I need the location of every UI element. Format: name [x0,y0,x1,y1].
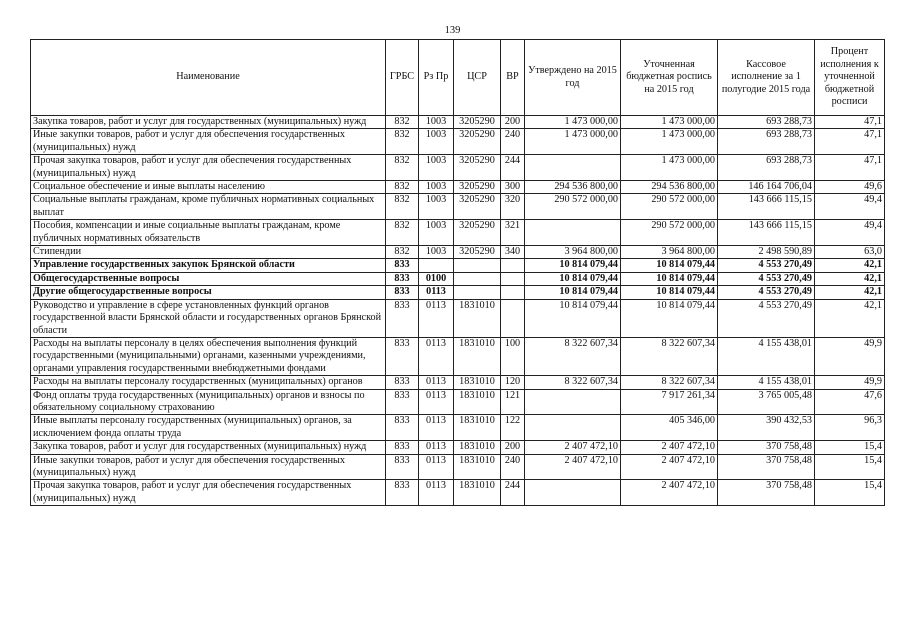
cell-csr: 3205290 [454,129,501,155]
cell-refined: 3 964 800,00 [621,246,718,259]
cell-percent: 49,6 [815,181,885,194]
cell-percent: 47,1 [815,129,885,155]
header-approved: Утверждено на 2015 год [525,40,621,116]
cell-grbs: 832 [386,116,419,129]
cell-grbs: 833 [386,272,419,285]
cell-grbs: 833 [386,441,419,454]
cell-csr [454,259,501,272]
cell-vr [501,286,525,299]
table-row [31,454,885,480]
cell-name: Иные закупки товаров, работ и услуг для обеспечения государственных (муниципальных) нужд [31,454,386,480]
cell-percent: 15,4 [815,441,885,454]
cell-rzpr: 0113 [419,376,454,389]
cell-refined: 1 473 000,00 [621,155,718,181]
cell-approved: 1 473 000,00 [525,116,621,129]
cell-csr: 3205290 [454,220,501,246]
cell-percent: 42,1 [815,299,885,337]
cell-rzpr [419,259,454,272]
cell-percent: 42,1 [815,286,885,299]
cell-grbs: 832 [386,155,419,181]
cell-vr: 121 [501,389,525,415]
cell-csr: 1831010 [454,337,501,375]
cell-percent: 49,4 [815,220,885,246]
cell-approved: 8 322 607,34 [525,376,621,389]
cell-vr: 240 [501,129,525,155]
cell-cash: 4 553 270,49 [718,299,815,337]
cell-cash: 693 288,73 [718,116,815,129]
cell-csr: 3205290 [454,181,501,194]
cell-csr: 1831010 [454,299,501,337]
cell-refined: 8 322 607,34 [621,337,718,375]
cell-cash: 390 432,53 [718,415,815,441]
cell-vr: 200 [501,116,525,129]
cell-name: Расходы на выплаты персоналу в целях обеспечения выполнения функций государственными (муниципальными) органами, казенными учреждениями, органами управления государственными внебюджетными фондами [31,337,386,375]
cell-approved [525,415,621,441]
cell-approved [525,220,621,246]
cell-csr: 1831010 [454,480,501,506]
cell-cash: 4 553 270,49 [718,286,815,299]
table-row [31,480,885,506]
cell-vr: 244 [501,480,525,506]
header-grbs: ГРБС [386,40,419,116]
header-rzpr: Рз Пр [419,40,454,116]
cell-refined: 2 407 472,10 [621,480,718,506]
table-row [31,299,885,337]
table-row [31,415,885,441]
table-row [31,116,885,129]
cell-approved [525,155,621,181]
cell-grbs: 833 [386,415,419,441]
cell-cash: 693 288,73 [718,129,815,155]
cell-vr: 320 [501,194,525,220]
cell-approved: 10 814 079,44 [525,259,621,272]
cell-csr [454,272,501,285]
cell-refined: 2 407 472,10 [621,454,718,480]
cell-grbs: 833 [386,376,419,389]
cell-grbs: 833 [386,299,419,337]
cell-approved: 8 322 607,34 [525,337,621,375]
table-row [31,246,885,259]
cell-name: Прочая закупка товаров, работ и услуг для обеспечения государственных (муниципальных) нужд [31,480,386,506]
cell-vr: 120 [501,376,525,389]
cell-percent: 63,0 [815,246,885,259]
cell-cash: 693 288,73 [718,155,815,181]
cell-name: Фонд оплаты труда государственных (муниципальных) органов и взносы по обязательному социальному страхованию [31,389,386,415]
cell-grbs: 833 [386,286,419,299]
cell-grbs: 833 [386,259,419,272]
cell-vr: 300 [501,181,525,194]
cell-rzpr: 0113 [419,454,454,480]
cell-csr: 3205290 [454,155,501,181]
cell-rzpr: 0113 [419,441,454,454]
cell-csr: 3205290 [454,116,501,129]
cell-refined: 10 814 079,44 [621,299,718,337]
cell-refined: 8 322 607,34 [621,376,718,389]
cell-name: Другие общегосударственные вопросы [31,286,386,299]
cell-refined: 10 814 079,44 [621,286,718,299]
cell-rzpr: 1003 [419,246,454,259]
cell-refined: 290 572 000,00 [621,220,718,246]
cell-rzpr: 0113 [419,480,454,506]
cell-approved: 10 814 079,44 [525,286,621,299]
table-row [31,181,885,194]
cell-grbs: 833 [386,389,419,415]
cell-approved [525,389,621,415]
cell-name: Социальное обеспечение и иные выплаты населению [31,181,386,194]
cell-percent: 49,4 [815,194,885,220]
cell-name: Руководство и управление в сфере установленных функций органов государственной власти Брянской области и государственных органов Брянской области [31,299,386,337]
cell-refined: 1 473 000,00 [621,116,718,129]
cell-approved: 10 814 079,44 [525,299,621,337]
cell-approved: 2 407 472,10 [525,454,621,480]
header-vr: ВР [501,40,525,116]
cell-csr: 1831010 [454,415,501,441]
cell-vr [501,299,525,337]
cell-rzpr: 0113 [419,389,454,415]
cell-cash: 146 164 706,04 [718,181,815,194]
cell-refined: 10 814 079,44 [621,259,718,272]
cell-name: Стипендии [31,246,386,259]
cell-percent: 42,1 [815,272,885,285]
cell-name: Общегосударственные вопросы [31,272,386,285]
cell-rzpr: 1003 [419,194,454,220]
table-row [31,376,885,389]
cell-percent: 15,4 [815,454,885,480]
cell-rzpr: 1003 [419,155,454,181]
cell-refined: 405 346,00 [621,415,718,441]
cell-cash: 4 553 270,49 [718,272,815,285]
cell-vr: 340 [501,246,525,259]
cell-rzpr: 1003 [419,220,454,246]
cell-approved: 10 814 079,44 [525,272,621,285]
table-row [31,220,885,246]
cell-rzpr: 1003 [419,116,454,129]
page-number: 139 [444,25,461,36]
header-refined: Уточненная бюджетная роспись на 2015 год [621,40,718,116]
cell-vr [501,272,525,285]
cell-csr: 1831010 [454,376,501,389]
cell-refined: 7 917 261,34 [621,389,718,415]
cell-percent: 47,6 [815,389,885,415]
cell-refined: 290 572 000,00 [621,194,718,220]
cell-refined: 2 407 472,10 [621,441,718,454]
table-row [31,286,885,299]
header-cash: Кассовое исполнение за 1 полугодие 2015 года [718,40,815,116]
cell-rzpr: 0113 [419,286,454,299]
table-row [31,441,885,454]
cell-vr: 122 [501,415,525,441]
table-row [31,389,885,415]
cell-rzpr: 0113 [419,337,454,375]
cell-percent: 47,1 [815,116,885,129]
cell-cash: 370 758,48 [718,480,815,506]
table-row [31,194,885,220]
cell-rzpr: 0100 [419,272,454,285]
cell-refined: 1 473 000,00 [621,129,718,155]
cell-cash: 370 758,48 [718,441,815,454]
cell-cash: 3 765 005,48 [718,389,815,415]
cell-name: Закупка товаров, работ и услуг для государственных (муниципальных) нужд [31,116,386,129]
cell-grbs: 833 [386,480,419,506]
cell-name: Социальные выплаты гражданам, кроме публичных нормативных социальных выплат [31,194,386,220]
cell-approved: 2 407 472,10 [525,441,621,454]
cell-csr [454,286,501,299]
cell-vr: 321 [501,220,525,246]
cell-csr: 1831010 [454,454,501,480]
cell-refined: 294 536 800,00 [621,181,718,194]
cell-grbs: 832 [386,181,419,194]
cell-approved: 290 572 000,00 [525,194,621,220]
cell-rzpr: 1003 [419,129,454,155]
cell-vr: 244 [501,155,525,181]
cell-cash: 4 155 438,01 [718,337,815,375]
cell-name: Прочая закупка товаров, работ и услуг для обеспечения государственных (муниципальных) нужд [31,155,386,181]
cell-cash: 143 666 115,15 [718,194,815,220]
cell-vr: 200 [501,441,525,454]
cell-csr: 1831010 [454,389,501,415]
cell-grbs: 832 [386,194,419,220]
cell-grbs: 832 [386,246,419,259]
cell-cash: 4 553 270,49 [718,259,815,272]
cell-name: Расходы на выплаты персоналу государственных (муниципальных) органов [31,376,386,389]
table-row [31,259,885,272]
cell-percent: 15,4 [815,480,885,506]
cell-csr: 1831010 [454,441,501,454]
budget-table [30,39,885,506]
cell-cash: 370 758,48 [718,454,815,480]
cell-grbs: 833 [386,454,419,480]
cell-percent: 49,9 [815,337,885,375]
cell-grbs: 832 [386,129,419,155]
cell-refined: 10 814 079,44 [621,272,718,285]
cell-percent: 49,9 [815,376,885,389]
header-name: Наименование [31,40,386,116]
cell-percent: 96,3 [815,415,885,441]
cell-cash: 143 666 115,15 [718,220,815,246]
cell-approved: 294 536 800,00 [525,181,621,194]
cell-cash: 4 155 438,01 [718,376,815,389]
cell-name: Управление государственных закупок Брянской области [31,259,386,272]
cell-approved: 3 964 800,00 [525,246,621,259]
cell-grbs: 832 [386,220,419,246]
table-row [31,129,885,155]
table-row [31,272,885,285]
header-row [31,40,885,116]
cell-approved: 1 473 000,00 [525,129,621,155]
cell-csr: 3205290 [454,246,501,259]
cell-rzpr: 0113 [419,299,454,337]
cell-vr [501,259,525,272]
cell-name: Иные выплаты персоналу государственных (муниципальных) органов, за исключением фонда оплаты труда [31,415,386,441]
cell-vr: 100 [501,337,525,375]
cell-csr: 3205290 [454,194,501,220]
cell-name: Иные закупки товаров, работ и услуг для обеспечения государственных (муниципальных) нужд [31,129,386,155]
table-row [31,337,885,375]
cell-percent: 42,1 [815,259,885,272]
cell-rzpr: 1003 [419,181,454,194]
table-row [31,155,885,181]
cell-name: Закупка товаров, работ и услуг для государственных (муниципальных) нужд [31,441,386,454]
cell-cash: 2 498 590,89 [718,246,815,259]
cell-name: Пособия, компенсации и иные социальные выплаты гражданам, кроме публичных нормативных обязательств [31,220,386,246]
cell-rzpr: 0113 [419,415,454,441]
cell-percent: 47,1 [815,155,885,181]
header-csr: ЦСР [454,40,501,116]
header-percent: Процент исполнения к уточненной бюджетной росписи [815,40,885,116]
cell-vr: 240 [501,454,525,480]
cell-approved [525,480,621,506]
cell-grbs: 833 [386,337,419,375]
